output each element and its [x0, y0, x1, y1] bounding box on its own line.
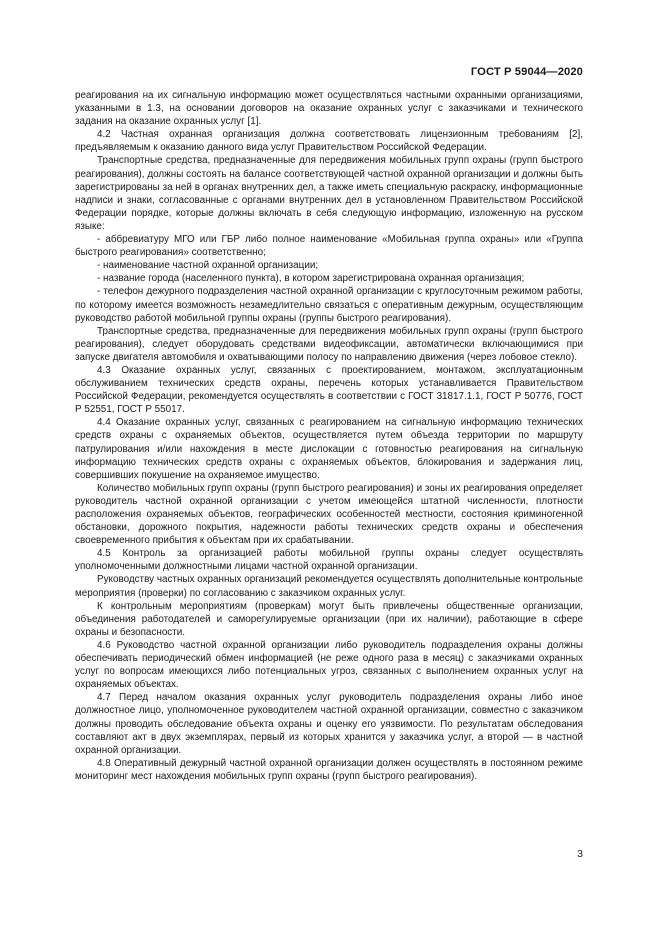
paragraph-additional-checks: Руководству частных охранных организаций рекомендуется осуществлять дополнительные контрольные мероприятия (проверки) по согласованию с заказчиком охранных услуг. [75, 574, 583, 599]
paragraph-4-2: 4.2 Частная охранная организация должна соответствовать лицензионным требованиям [2], предъявляемым к оказанию данного вида услуг Правительством Российской Федерации. [75, 129, 583, 154]
list-item-abbreviation: - аббревиатуру МГО или ГБР либо полное наименование «Мобильная группа охраны» или «Группа быстрого реагирования» соответственно; [75, 234, 583, 259]
paragraph-4-4: 4.4 Оказание охранных услуг, связанных с реагированием на сигнальную информацию технических средств охраны с охраняемых объектов, осуществляется путем объезда территории по маршруту патрулирования и/или нахождения в месте дислокации с готовностью реагирования на сигнальную информацию технических средств охраны с охраняемых объектов, блокирования и задержания лиц, совершивших покушение на охраняемое имущество. [75, 417, 583, 481]
paragraph-vehicles-video: Транспортные средства, предназначенные для передвижения мобильных групп охраны (групп быстрого реагирования), следует оборудовать средствами видеофиксации, автоматически включающимися при запуске двигателя автомобиля и охватывающими полосу по направлению движения (через лобовое стекло). [75, 325, 583, 363]
paragraph-4-7: 4.7 Перед началом оказания охранных услуг руководитель подразделения охраны либо иное должностное лицо, уполномоченное руководителем частной охранной организации, совместно с заказчиком должны проводить обследование объекта охраны и оценку его уязвимости. По результатам обследования составляют акт в двух экземплярах, первый из которых хранится у заказчика услуг, а второй — в частной охранной организации. [75, 692, 583, 756]
paragraph-groups-count: Количество мобильных групп охраны (групп быстрого реагирования) и зоны их реагирования определяет руководитель частной охранной организации с учетом имеющейся штатной численности, плотности расположения охраняемых объектов, географических особенностей местности, состояния криминогенной обстановки, дорожного покрытия, надежности работы технических средств охраны и обеспечения своевременного прибытия к объектам при их срабатывании. [75, 482, 583, 547]
paragraph-continuation: реагирования на их сигнальную информацию может осуществляться частными охранными организациями, указанными в 1.3, на основании договоров на оказание охранных услуг с заказчиками и технического задания на оказание охранных услуг [1]. [75, 90, 583, 128]
list-item-org-name: - наименование частной охранной организации; [97, 260, 319, 272]
paragraph-4-8: 4.8 Оперативный дежурный частной охранной организации должен осуществлять в постоянном режиме мониторинг мест нахождения мобильных групп охраны (групп быстрого реагирования). [75, 757, 583, 782]
paragraph-4-6: 4.6 Руководство частной охранной организации либо руководитель подразделения охраны должны обеспечивать периодический обмен информацией (не реже одного раза в месяц) с заказчиками охранных услуг по вопросам имеющихся либо потенциальных угроз, связанных с выполнением охранных услуг на охраняемых объектах. [75, 639, 583, 691]
paragraph-vehicles-marking: Транспортные средства, предназначенные для передвижения мобильных групп охраны (групп быстрого реагирования), должны состоять на балансе соответствующей частной охранной организации и должны быть зарегистрированы за ней в органах внутренних дел, а также иметь специальную раскраску, информационные надписи и знаки, согласованные с органами внутренних дел в установленном Правительством Российской Федерации порядке, которые должны включать в себя следующую информацию, изложенную на русском языке: [75, 155, 583, 232]
page-number: 3 [577, 848, 583, 860]
paragraph-public-orgs: К контрольным мероприятиям (проверкам) могут быть привлечены общественные организации, объединения работодателей и саморегулируемые организации (при их наличии), работающие в сфере охраны и безопасности. [75, 600, 583, 638]
document-body [75, 89, 583, 783]
standard-number-header: ГОСТ Р 59044—2020 [470, 66, 583, 78]
paragraph-4-3: 4.3 Оказание охранных услуг, связанных с проектированием, монтажом, эксплуатационным обслуживанием технических средств охраны, перечень которых устанавливается Правительством Российской Федерации, рекомендуется осуществлять в соответствии с ГОСТ 31817.1.1, ГОСТ Р 50776, ГОСТ Р 52551, ГОСТ Р 55017. [75, 364, 583, 416]
list-item-phone: - телефон дежурного подразделения частной охранной организации с круглосуточным режимом работы, по которому имеется возможность незамедлительно связаться с оперативным дежурным, осуществляющим руководство работой мобильной группы охраны (группы быстрого реагирования). [75, 286, 583, 324]
paragraph-4-5: 4.5 Контроль за организацией работы мобильной группы охраны следует осуществлять уполномоченными должностными лицами частной охранной организации. [75, 548, 583, 573]
list-item-city: - название города (населенного пункта), в котором зарегистрирована охранная организация; [97, 273, 525, 285]
